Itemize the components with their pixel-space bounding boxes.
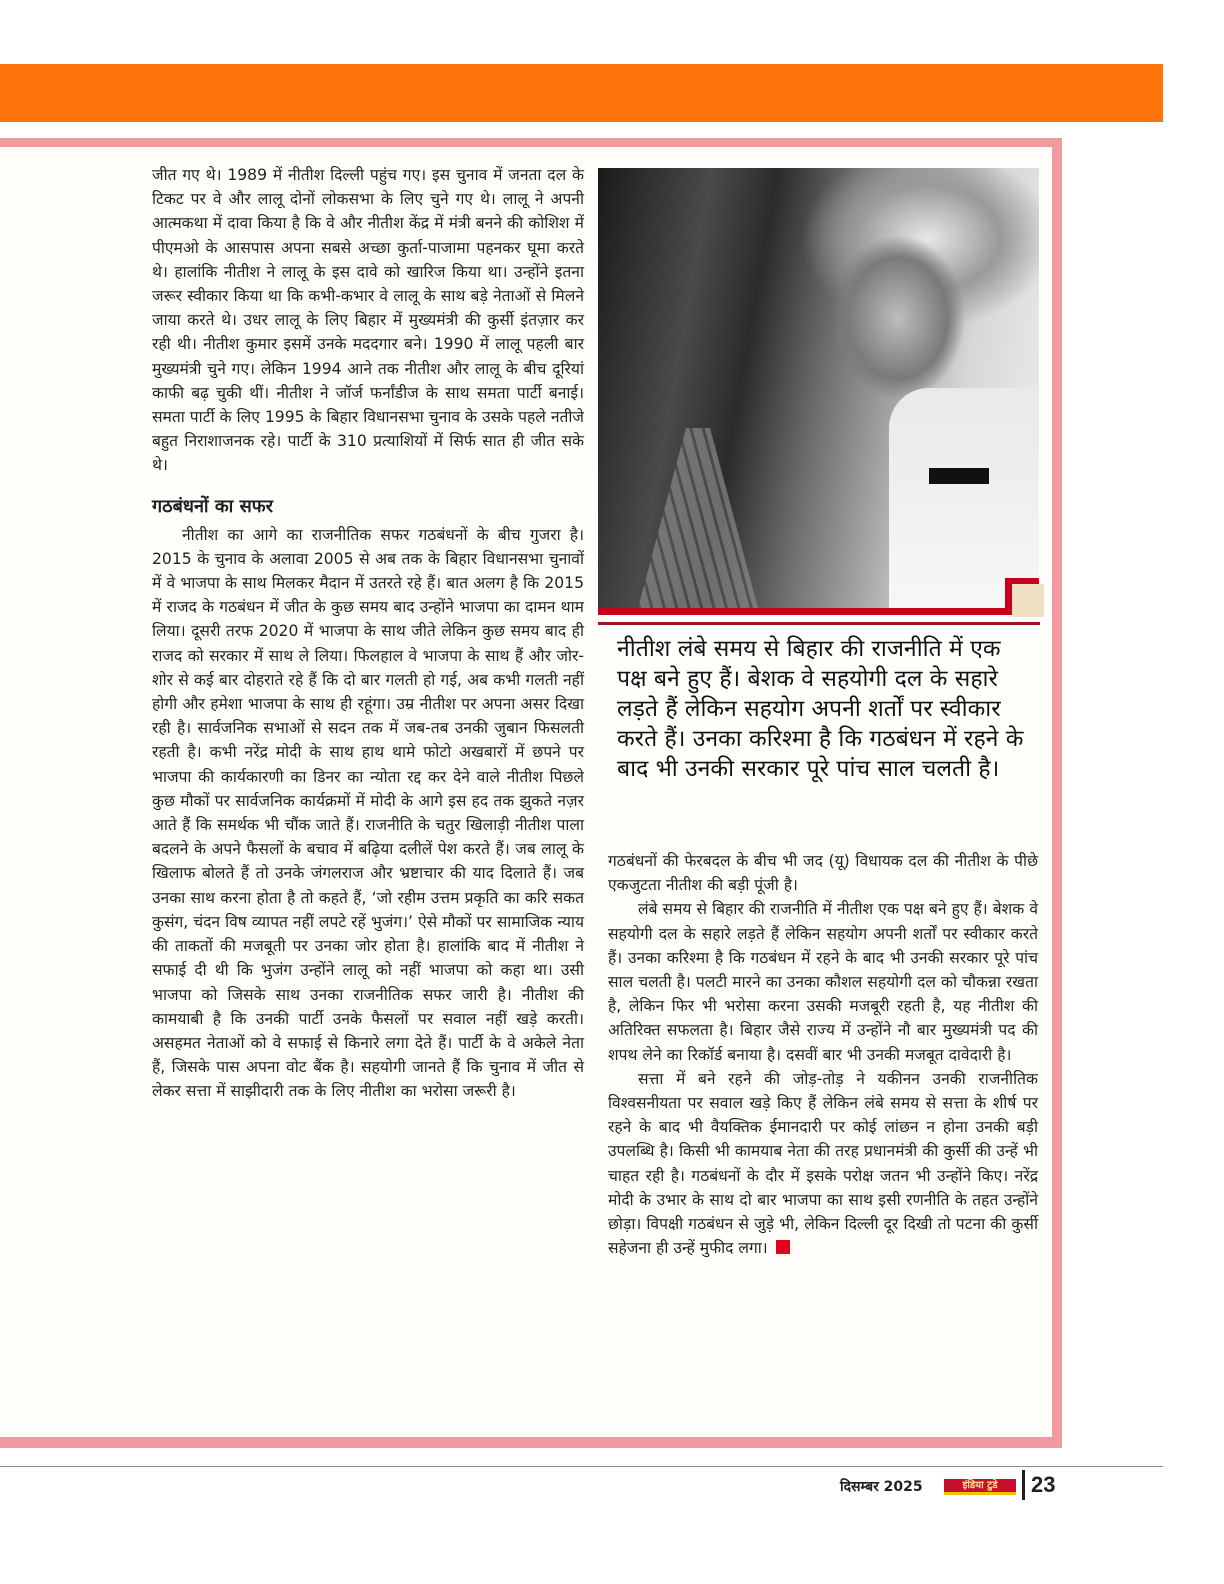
body-paragraph-final [608, 1067, 1038, 1261]
body-paragraph: जीत गए थे। 1989 में नीतीश दिल्ली पहुंच गए। इस चुनाव में जनता दल के टिकट पर वे और लालू दोनों लोकसभा के लिए चुने गए थे। लालू ने अपनी आत्मकथा में दावा किया है कि वे और नीतीश केंद्र में मंत्री बनने की कोशिश में पीएमओ के आसपास अपना सबसे अच्छा कुर्ता-पाजामा पहनकर घूमा करते थे। हालांकि नीतीश ने लालू के इस दावे को खारिज किया था। उन्होंने इतना जरूर स्वीकार किया था कि कभी-कभार वे लालू के साथ बड़े नेताओं से मिलने जाया करते थे। उधर लालू के लिए बिहार में मुख्यमंत्री की कुर्सी इंतज़ार कर रही थी। नीतीश कुमार इसमें उनके मददगार बने। 1990 में लालू पहली बार मुख्यमंत्री चुने गए। लेकिन 1994 आने तक नीतीश और लालू के बीच दूरियां काफी बढ़ चुकी थीं। नीतीश ने जॉर्ज फर्नांडीज के साथ समता पार्टी बनाई। समता पार्टी के लिए 1995 के बिहार विधानसभा चुनाव के उसके पहले नतीजे बहुत निराशाजनक रहे। पार्टी के 310 प्रत्याशियों में सिर्फ सात ही जीत सके थे। [152, 166, 584, 475]
right-column [608, 849, 1038, 1260]
pull-quote: नीतीश लंबे समय से बिहार की राजनीति में एक पक्ष बने हुए हैं। बेशक वे सहयोगी दल के सहारे लड़ते हैं लेकिन सहयोग अपनी शर्तों पर स्वीकार करते हैं। उनका करिश्मा है कि गठबंधन में रहने के बाद भी उनकी सरकार पूरे पांच साल चलती है। [617, 636, 1024, 782]
issue-date: दिसम्बर 2025 [840, 1479, 923, 1495]
body-paragraph: गठबंधनों की फेरबदल के बीच भी जद (यू) विधायक दल की नीतीश के पीछे एकजुटता नीतीश की बड़ी पूंजी है। [608, 852, 1038, 895]
white-kurta [889, 388, 1039, 608]
left-column [152, 163, 584, 1104]
photo-accent-square [1012, 584, 1044, 617]
final-paragraph-text: सत्ता में बने रहने की जोड़-तोड़ ने यकीनन उनकी राजनीतिक विश्वसनीयता पर सवाल खड़े किए हैं लेकिन लंबे समय से सत्ता के शीर्ष पर रहने के बाद भी वैयक्तिक ईमानदारी पर कोई लांछन न होना उनकी बड़ी उपलब्धि है। किसी भी कामयाब नेता की तरह प्रधानमंत्री की कुर्सी की उन्हें भी चाहत रही है। गठबंधनों के दौर में इसके परोक्ष जतन भी उन्होंने किए। नरेंद्र मोदी के उभार के साथ दो बार भाजपा का साथ इसी रणनीति के तहत उन्होंने छोड़ा। विपक्षी गठबंधन से जुड़े भी, लेकिन दिल्ली दूर दिखी तो पटना की कुर्सी सहेजना ही उन्हें मुफीद लगा। [608, 1069, 1038, 1258]
kurta-pocket [929, 468, 989, 484]
body-paragraph: नीतीश का आगे का राजनीतिक सफर गठबंधनों के बीच गुजरा है। 2015 के चुनाव के अलावा 2005 से अब तक के बिहार विधानसभा चुनावों में वे भाजपा के साथ मिलकर मैदान में उतरते रहे हैं। बात अलग है कि 2015 में राजद के गठबंधन में जीत के कुछ समय बाद उन्होंने भाजपा का दामन थाम लिया। दूसरी तरफ 2020 में भाजपा के साथ जीते लेकिन कुछ समय बाद ही राजद को सरकार में साथ ले लिया। फिलहाल वे भाजपा के साथ हैं और जोर-शोर से कई बार दोहराते रहे हैं कि दो बार गलती हो गई, अब कभी गलती नहीं होगी और हमेशा भाजपा के साथ ही रहूंगा। उम्र नीतीश पर अपना असर दिखा रही है। सार्वजनिक सभाओं से सदन तक में जब-तब उनकी जुबान फिसलती रहती है। कभी नरेंद्र मोदी के साथ हाथ थामे फोटो अखबारों में छपने पर भाजपा की कार्यकारणी का डिनर का न्योता रद्द कर देने वाले नीतीश पिछले कुछ मौकों पर सार्वजनिक कार्यक्रमों में मोदी के आगे इस हद तक झुकते नज़र आते हैं कि समर्थक भी चौंक जाते हैं। राजनीति के चतुर खिलाड़ी नीतीश पाला बदलने के अपने फैसलों के बचाव में बढ़िया दलीलें पेश करते हैं। जब लालू के खिलाफ बोलते हैं तो उनके जंगलराज और भ्रष्टाचार की याद दिलाते हैं। जब उनका साथ करना होता है तो कहते हैं, ‘जो रहीम उत्तम प्रकृति का करि सकत कुसंग, चंदन विष व्यापत नहीं लपटे रहें भुजंग।’ ऐसे मौकों पर सामाजिक न्याय की ताकतों की मजबूती पर उनका जोर होता है। हालांकि बाद में नीतीश ने सफाई दी थी कि भुजंग उन्होंने लालू को नहीं भाजपा को कहा था। उसी भाजपा को जिसके साथ उनका राजनीतिक सफर जारी है। नीतीश की कामयाबी है कि उनकी पार्टी उनके फैसलों पर सवाल नहीं खड़े करती। असहमत नेताओं को वे सफाई से किनारे लगा देते हैं। पार्टी के वे अकेले नेता हैं, जिसके पास अपना वोट बैंक है। सहयोगी जानते हैं कि चुनाव में जीत से लेकर सत्ता में साझीदारी तक के लिए नीतीश का भरोसा जरूरी है। [152, 525, 585, 1101]
pullquote-rule [598, 622, 1040, 625]
portrait-photo [598, 168, 1039, 608]
footer-separator [1022, 1470, 1025, 1500]
header-color-band [0, 64, 1163, 122]
body-paragraph: लंबे समय से बिहार की राजनीति में नीतीश एक पक्ष बने हुए हैं। बेशक वे सहयोगी दल के सहारे लड़ते हैं लेकिन सहयोग अपनी शर्तों पर स्वीकार करते हैं। उनका करिश्मा है कि गठबंधन में रहने के बाद भी उनकी सरकार पूरे पांच साल चलती है। पलटी मारने का उनका कौशल सहयोगी दल को चौकन्ना रखता है, लेकिन फिर भी भरोसा करना उसकी मजबूरी रहती है, यह नीतीश की अतिरिक्त सफलता है। बिहार जैसे राज्य में उन्होंने नौ बार मुख्यमंत्री पद की शपथ लेने का रिकॉर्ड बनाया है। दसवीं बार भी उनकी मजबूत दावेदारी है। [608, 900, 1038, 1064]
photo-accent-bar [598, 608, 1006, 615]
magazine-logo: इंडिया टुडे [944, 1479, 1016, 1495]
footer-divider [0, 1466, 1163, 1467]
section-subheading: गठबंधनों का सफर [152, 495, 274, 517]
end-of-article-icon [776, 1240, 790, 1254]
page-number: 23 [1031, 1472, 1056, 1497]
railway-track [638, 428, 758, 608]
